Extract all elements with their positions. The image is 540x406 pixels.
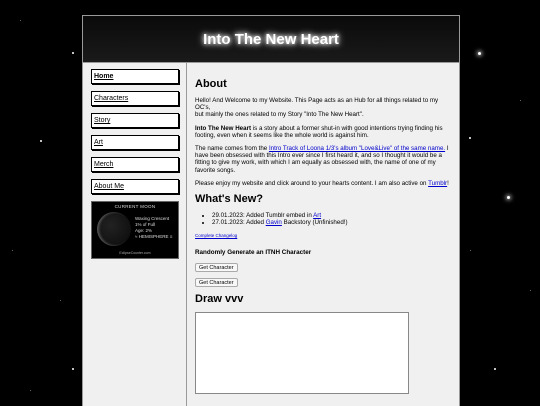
star xyxy=(30,390,31,391)
drawing-canvas[interactable] xyxy=(195,312,409,394)
site-title: Into The New Heart xyxy=(203,30,339,48)
about-paragraph-4 xyxy=(195,180,450,187)
about-text: but mainly the ones related to my Story "Into The New Heart". xyxy=(195,111,364,119)
moon-age: Age: 2% xyxy=(135,228,153,233)
star xyxy=(40,140,42,142)
moon-phase-widget[interactable] xyxy=(91,201,179,259)
draw-heading: Draw vvv xyxy=(195,292,244,305)
star xyxy=(470,250,471,251)
about-text: ! xyxy=(447,179,449,187)
get-character-button[interactable]: Get Character xyxy=(195,263,238,272)
about-text: I have been obsessed with this Intro ever since I first heard it, and so I thought it would be a fitting to give my work, with which I am equally as obsessed with, the name of one of my favorite songs. xyxy=(195,145,449,174)
moon-percent: 1% of Full xyxy=(135,222,156,227)
news-text: 27.01.2023: Added xyxy=(212,219,266,227)
about-text: is a story about a former shut-in with good intentions trying finding his footing, even when it seems like the whole world is against him. xyxy=(195,124,443,139)
get-character-button-2[interactable]: Get Character xyxy=(195,278,238,287)
star xyxy=(72,52,74,54)
moon-icon xyxy=(97,212,131,246)
sidebar-item-characters[interactable]: Characters xyxy=(91,91,179,106)
about-text: Please enjoy my website and click around to your hearts content. I am also active on xyxy=(195,179,429,187)
sidebar-item-merch[interactable]: Merch xyxy=(91,157,179,172)
whats-new-heading: What's New? xyxy=(195,193,264,206)
news-text: Backstory (Unfinished!) xyxy=(281,219,348,227)
main-content xyxy=(187,63,459,406)
about-heading: About xyxy=(195,78,227,90)
site-container xyxy=(82,15,460,406)
gavin-link[interactable]: Gavin xyxy=(265,219,282,227)
star xyxy=(20,20,21,21)
loona-intro-link[interactable]: Intro Track of Loona 1/3's album "Love&Live" of the same name. xyxy=(268,145,446,153)
sidebar-item-story[interactable]: Story xyxy=(91,113,179,128)
tumblr-link[interactable]: Tumblr xyxy=(428,179,448,187)
list-item xyxy=(212,219,450,226)
changelog-link[interactable]: Complete Changelog xyxy=(195,233,238,239)
star xyxy=(12,250,13,251)
generator-title: Randomly Generate an ITNH Character xyxy=(195,248,312,256)
moon-phase: Waxing Crescent xyxy=(135,216,170,221)
list-item xyxy=(212,212,450,219)
site-header xyxy=(83,16,459,63)
sidebar-item-art[interactable]: Art xyxy=(91,135,179,150)
star xyxy=(478,52,481,55)
moon-widget-footer: EclipseCounter.com xyxy=(119,251,151,255)
story-name: Into The New Heart xyxy=(195,124,252,132)
about-text: The name comes from the xyxy=(195,145,269,153)
site-body xyxy=(83,63,459,406)
about-paragraph-2 xyxy=(195,125,450,139)
star xyxy=(530,290,531,291)
sidebar-item-home[interactable]: Home xyxy=(91,69,179,84)
star xyxy=(520,100,521,101)
sidebar-item-about-me[interactable]: About Me xyxy=(91,179,179,194)
moon-info xyxy=(135,216,172,240)
star xyxy=(60,300,61,301)
moon-widget-title: CURRENT MOON xyxy=(114,204,156,209)
star xyxy=(494,368,496,370)
about-text: Hello! And Welcome to my Website. This Page acts as an Hub for all things related to my OC's, xyxy=(195,97,439,112)
about-paragraph-3 xyxy=(195,145,450,174)
news-text: 29.01.2023: Added Tumblr embed in xyxy=(212,212,314,220)
whats-new-list xyxy=(195,212,450,226)
art-link[interactable]: Art xyxy=(313,212,322,220)
about-paragraph-1 xyxy=(195,97,450,119)
star xyxy=(507,196,510,199)
moon-hemisphere: ≈ HEMISPHERE ≡ xyxy=(135,234,173,239)
star xyxy=(469,137,471,139)
star xyxy=(72,368,74,370)
sidebar xyxy=(83,63,187,406)
